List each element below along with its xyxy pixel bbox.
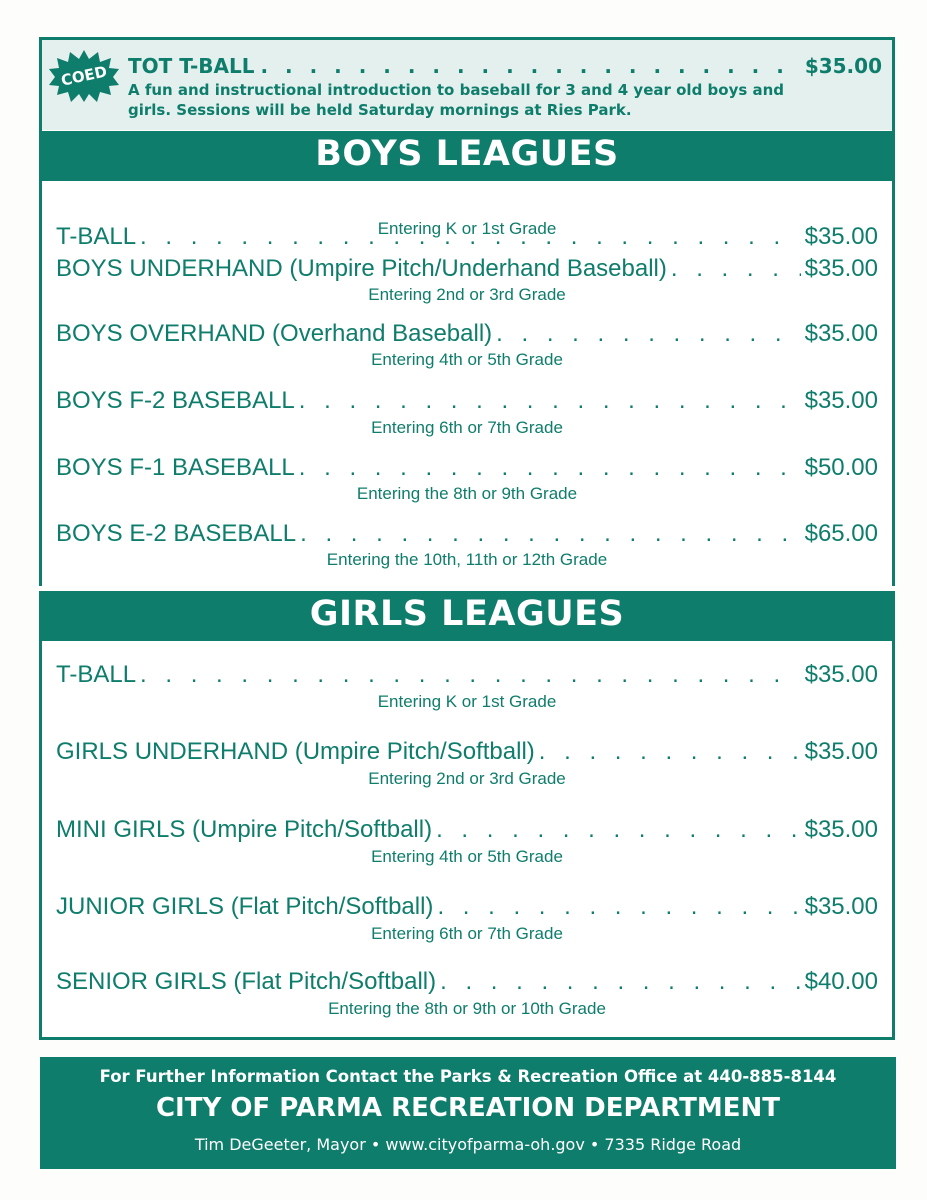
league-row	[56, 387, 878, 419]
dot-leader	[299, 454, 801, 482]
dot-leader	[671, 255, 801, 283]
tot-tball-name: TOT T-BALL	[128, 54, 255, 78]
league-grade: Entering 6th or 7th Grade	[371, 418, 563, 437]
league-row	[56, 320, 878, 352]
league-row	[56, 454, 878, 486]
league-price: $35.00	[804, 387, 878, 414]
league-grade: Entering 4th or 5th Grade	[371, 847, 563, 866]
league-row	[56, 520, 878, 552]
league-row	[56, 816, 878, 848]
boys-leagues-heading: BOYS LEAGUES	[42, 131, 892, 178]
league-grade: Entering 2nd or 3rd Grade	[368, 285, 566, 304]
dot-leader	[260, 54, 798, 78]
tot-tball-row	[128, 54, 882, 80]
dot-leader	[436, 816, 801, 844]
league-name: BOYS OVERHAND (Overhand Baseball)	[56, 320, 493, 347]
league-name: BOYS F-1 BASEBALL	[56, 454, 295, 481]
tot-tball-description: A fun and instructional introduction to baseball for 3 and 4 year old boys and girls. Sessions will be held Saturday mornings at Ries Park.	[128, 81, 785, 119]
girls-leagues-heading: GIRLS LEAGUES	[42, 591, 892, 638]
league-row	[56, 893, 878, 925]
mayor-website-address: Tim DeGeeter, Mayor • www.cityofparma-oh.gov • 7335 Ridge Road	[194, 1135, 742, 1154]
league-name: BOYS UNDERHAND (Umpire Pitch/Underhand Baseball)	[56, 255, 667, 282]
league-row	[56, 661, 878, 693]
league-grade: Entering the 10th, 11th or 12th Grade	[326, 550, 608, 569]
divider	[42, 638, 892, 641]
tot-tball-section	[42, 40, 892, 130]
league-name: BOYS F-2 BASEBALL	[56, 387, 295, 414]
department-name: CITY OF PARMA RECREATION DEPARTMENT	[155, 1093, 781, 1123]
league-name: JUNIOR GIRLS (Flat Pitch/Softball)	[56, 893, 434, 920]
league-row	[56, 738, 878, 770]
league-price: $35.00	[804, 893, 878, 920]
league-price: $35.00	[804, 816, 878, 843]
league-grade: Entering the 8th or 9th or 10th Grade	[328, 999, 606, 1018]
contact-line: For Further Information Contact the Parks & Recreation Office at 440-885-8144	[99, 1067, 837, 1086]
league-price: $65.00	[804, 520, 878, 547]
league-row	[56, 255, 878, 287]
league-grade: Entering 2nd or 3rd Grade	[368, 769, 566, 788]
dot-leader	[539, 738, 801, 766]
league-name: MINI GIRLS (Umpire Pitch/Softball)	[56, 816, 433, 843]
league-grade: Entering the 8th or 9th Grade	[356, 484, 578, 503]
footer-banner	[40, 1057, 896, 1169]
league-price: $40.00	[804, 968, 878, 995]
league-grade: Entering 6th or 7th Grade	[371, 924, 563, 943]
league-name: T-BALL	[56, 661, 137, 688]
league-price: $35.00	[804, 738, 878, 765]
coed-badge	[48, 48, 120, 104]
leagues-panel	[39, 37, 895, 1040]
dot-leader	[440, 968, 800, 996]
dot-leader	[300, 520, 800, 548]
league-name: BOYS E-2 BASEBALL	[56, 520, 297, 547]
league-price: $50.00	[804, 454, 878, 481]
dot-leader	[496, 320, 800, 348]
league-grade: Entering K or 1st Grade	[377, 219, 557, 238]
league-price: $35.00	[804, 661, 878, 688]
league-name: GIRLS UNDERHAND (Umpire Pitch/Softball)	[56, 738, 535, 765]
divider	[42, 178, 892, 181]
coed-badge-label: COED	[59, 62, 109, 90]
league-name: T-BALL	[56, 223, 137, 250]
dot-leader	[299, 387, 801, 415]
league-row	[56, 968, 878, 1000]
dot-leader	[437, 893, 800, 921]
dot-leader	[140, 661, 801, 689]
league-name: SENIOR GIRLS (Flat Pitch/Softball)	[56, 968, 437, 995]
league-grade: Entering 4th or 5th Grade	[371, 350, 563, 369]
league-price: $35.00	[804, 320, 878, 347]
league-grade: Entering K or 1st Grade	[377, 692, 557, 711]
league-price: $35.00	[804, 255, 878, 282]
league-price: $35.00	[804, 223, 878, 250]
tot-tball-price: $35.00	[804, 54, 882, 78]
